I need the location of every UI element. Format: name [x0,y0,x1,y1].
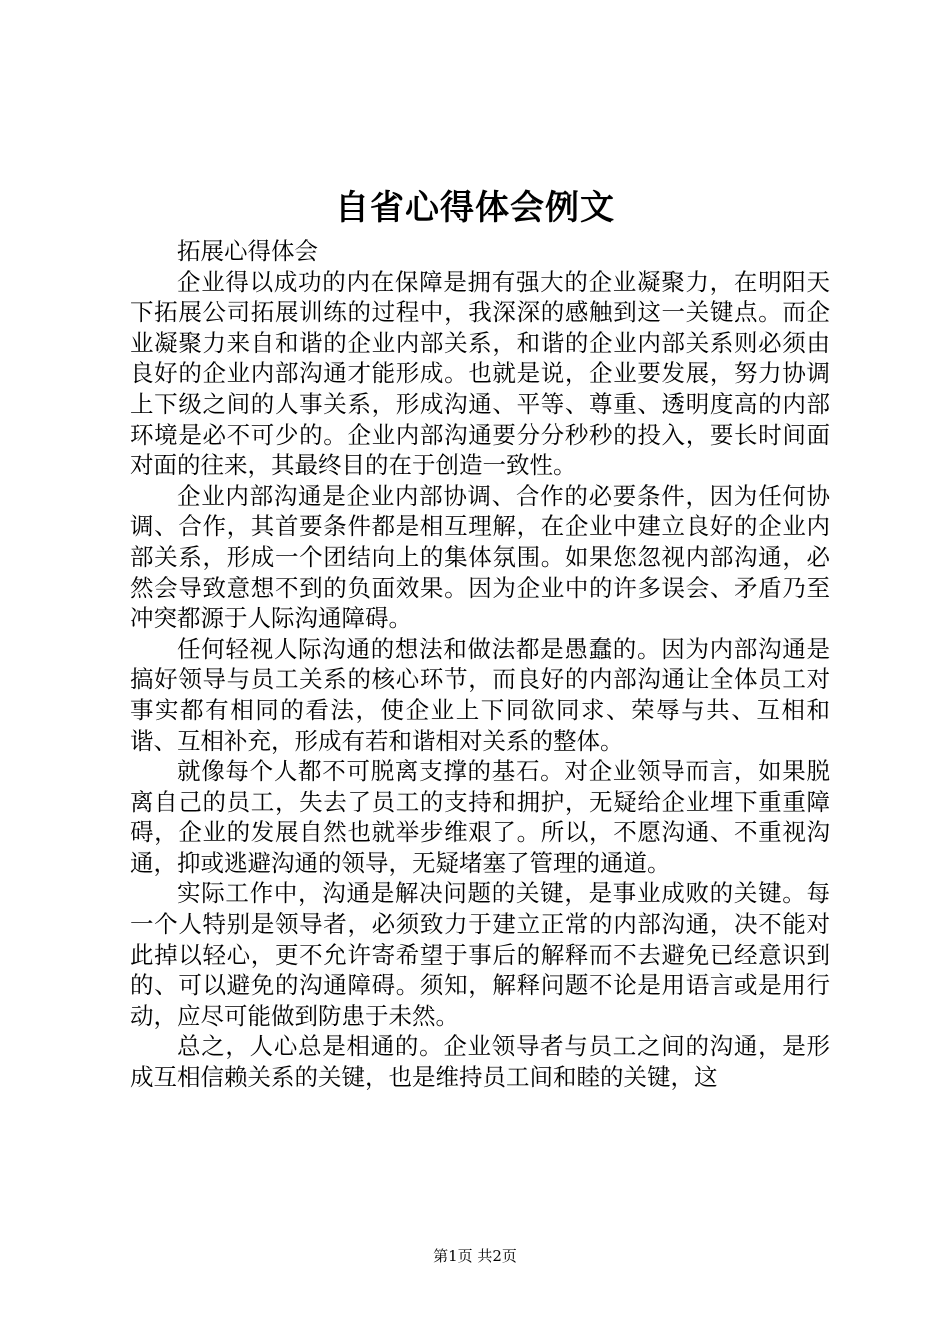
document-body [130,236,830,1093]
document-title: 自省心得体会例文 [335,188,615,228]
paragraph: 实际工作中，沟通是解决问题的关键，是事业成败的关键。每一个人特别是领导者，必须致力于建立正常的内部沟通，决不能对此掉以轻心，更不允许寄希望于事后的解释而不去避免已经意识到的、可以避免的沟通障碍。须知，解释问题不论是用语言或是用行动，应尽可能做到防患于未然。 [130,879,830,1030]
paragraph-subtitle: 拓展心得体会 [177,237,318,265]
paragraph: 就像每个人都不可脱离支撑的基石。对企业领导而言，如果脱离自己的员工，失去了员工的支持和拥护，无疑给企业埋下重重障碍，企业的发展自然也就举步维艰了。所以，不愿沟通、不重视沟通，抑或逃避沟通的领导，无疑堵塞了管理的通道。 [130,757,830,877]
paragraph: 总之，人心总是相通的。企业领导者与员工之间的沟通，是形成互相信赖关系的关键，也是维持员工间和睦的关键，这 [130,1032,830,1092]
paragraph: 任何轻视人际沟通的想法和做法都是愚蠢的。因为内部沟通是搞好领导与员工关系的核心环节，而良好的内部沟通让全体员工对事实都有相同的看法，使企业上下同欲同求、荣辱与共、互相和谐、互相补充，形成有若和谐相对关系的整体。 [130,634,830,755]
page-number-footer: 第1页 共2页 [433,1247,517,1265]
paragraph: 企业得以成功的内在保障是拥有强大的企业凝聚力，在明阳天下拓展公司拓展训练的过程中，我深深的感触到这一关键点。而企业凝聚力来自和谐的企业内部关系，和谐的企业内部关系则必须由良好的企业内部沟通才能形成。也就是说，企业要发展，努力协调上下级之间的人事关系，形成沟通、平等、尊重、透明度高的内部环境是必不可少的。企业内部沟通要分分秒秒的投入，要长时间面对面的往来，其最终目的在于创造一致性。 [130,267,830,480]
paragraph: 企业内部沟通是企业内部协调、合作的必要条件，因为任何协调、合作，其首要条件都是相互理解，在企业中建立良好的企业内部关系，形成一个团结向上的集体氛围。如果您忽视内部沟通，必然会导致意想不到的负面效果。因为企业中的许多误会、矛盾乃至冲突都源于人际沟通障碍。 [130,481,830,633]
